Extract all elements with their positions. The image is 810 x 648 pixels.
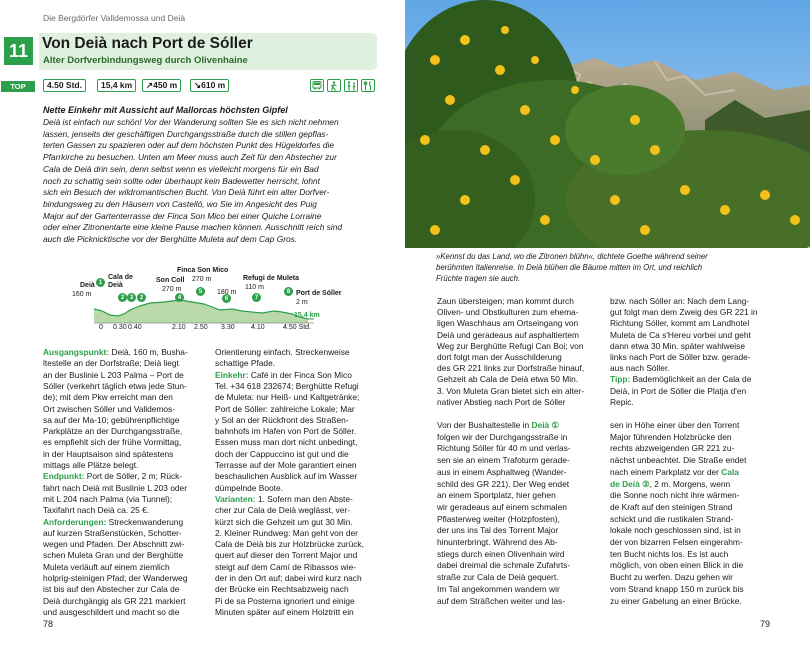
body-line bbox=[610, 515, 733, 523]
variant-line bbox=[437, 364, 584, 372]
highlight-term: Varianten: bbox=[215, 493, 256, 504]
text-segment: beschaulichen Ausblick auf im Wasser bbox=[215, 471, 358, 482]
intro-line: terten Gassen zu spazieren oder auf dem höchsten Punkt des Hügeldorfes die bbox=[43, 140, 334, 151]
text-segment: mittags alle Plätze belegt. bbox=[43, 460, 139, 470]
text-segment: Ort zwischen Sóller und Valldemos- bbox=[43, 403, 176, 414]
duration-stat: 4.50 Std. bbox=[43, 79, 86, 92]
variant-line bbox=[437, 342, 584, 350]
text-segment: schild des GR 221). Der Weg endet bbox=[437, 478, 570, 489]
info-line bbox=[215, 438, 357, 446]
body-line bbox=[437, 573, 559, 581]
profile-marker: 8 bbox=[284, 287, 293, 296]
profile-tick: 2.10 bbox=[172, 324, 186, 331]
text-segment: Port de Sóller, 2 m; Rück- bbox=[84, 471, 183, 482]
body-line bbox=[437, 480, 569, 488]
text-segment: der uns ins Tal des Torrent Major bbox=[437, 525, 559, 536]
text-segment: holprig-steinigen Pfad; der Wanderweg bbox=[43, 573, 188, 583]
profile-tick: 0.40 bbox=[128, 324, 142, 331]
text-segment: bzw. nach Sóller an: Nach dem Lang- bbox=[610, 296, 750, 306]
text-segment: sen in Höhe einer über den Torrent bbox=[610, 420, 740, 430]
text-segment: Pi de sa Posterna ignoriert und einige bbox=[215, 595, 355, 606]
profile-label: Port de Sóller bbox=[296, 290, 342, 297]
text-segment: der von bizarren Felsen eingerahm- bbox=[610, 537, 743, 547]
section-label: Die Bergdörfer Valldemossa und Deià bbox=[43, 13, 186, 23]
text-segment: wir geradeaus auf einem schmalen bbox=[437, 501, 567, 512]
info-line bbox=[215, 551, 357, 559]
text-segment: Streckenwanderung bbox=[106, 516, 184, 527]
intro-line: Deià ist einfach nur schön! Vor der Wanderung sollten Sie es sich nicht nehmen bbox=[43, 117, 339, 127]
body-line bbox=[437, 597, 565, 605]
variant-line bbox=[610, 297, 749, 305]
info-line bbox=[43, 518, 183, 526]
info-line bbox=[215, 348, 350, 356]
body-line bbox=[437, 456, 570, 464]
info-line bbox=[43, 563, 170, 571]
body-line bbox=[610, 421, 739, 429]
profile-label: Son Coll bbox=[156, 277, 185, 284]
text-segment: rechts abzweigenden GR 221 zu- bbox=[610, 443, 735, 454]
text-segment: 1. Sofern man den Abste- bbox=[255, 493, 353, 504]
info-line bbox=[43, 438, 181, 446]
info-line bbox=[43, 416, 179, 424]
profile-elevation: 160 m bbox=[72, 291, 92, 298]
info-line bbox=[215, 461, 357, 469]
body-line bbox=[610, 468, 739, 476]
text-segment: 2. Kleiner Rundweg: Man geht von der bbox=[215, 527, 358, 538]
info-line bbox=[43, 608, 179, 616]
info-line bbox=[43, 540, 185, 548]
highlight-term: Ausgangspunkt: bbox=[43, 347, 110, 357]
text-segment: Tel. +34 618 232674; Berghütte Refugi bbox=[215, 380, 359, 391]
text-segment: vom Strand knapp 150 m zurück bis bbox=[610, 583, 744, 594]
variant-line bbox=[610, 308, 758, 316]
info-line bbox=[215, 371, 352, 379]
intro-line: Major auf der Gartenterrasse der Finca Son Mico bei einer Quiche Lorraine bbox=[43, 210, 322, 221]
text-segment: der in den Ort auf; dabei wird kurz nach bbox=[215, 573, 362, 583]
profile-tick: 0.30 bbox=[113, 324, 127, 331]
profile-total-distance: 15,4 km bbox=[294, 312, 320, 319]
info-line bbox=[215, 427, 356, 435]
text-segment: Minuten später auf einem Holztritt ein bbox=[215, 606, 354, 617]
body-line bbox=[437, 585, 560, 593]
text-segment: Pflasterweg weiter (Holzpfosten), bbox=[437, 513, 560, 524]
text-segment: auf dem Sträßchen weiter und las- bbox=[437, 595, 566, 606]
text-segment: an der Buslinie L 203 Palma – Port de bbox=[43, 369, 184, 380]
text-segment: zu einer Gabelung an einer Brücke. bbox=[610, 595, 742, 606]
text-segment: der Brücke ein Rechtsabzweig nach bbox=[215, 584, 349, 595]
info-line bbox=[215, 529, 358, 537]
body-line bbox=[437, 550, 565, 558]
profile-tick: 0 bbox=[99, 324, 103, 331]
hiker-icon bbox=[327, 79, 341, 92]
profile-elevation: 270 m bbox=[192, 276, 212, 283]
info-line bbox=[215, 416, 349, 424]
info-line bbox=[215, 450, 349, 458]
page-number-right: 79 bbox=[760, 619, 771, 629]
info-line bbox=[215, 382, 359, 390]
text-segment: schen Muleta Gran und der Berghütte bbox=[43, 550, 184, 561]
info-line bbox=[43, 371, 184, 379]
distance-stat: 15,4 km bbox=[97, 79, 136, 92]
photo-caption-line: berühmten Italienreise. In Deià blühen die Bäume mitten im Ort, und reichlich bbox=[436, 263, 703, 272]
body-line bbox=[610, 456, 746, 464]
profile-elevation: 270 m bbox=[162, 286, 182, 293]
profile-label: Finca Son Mico bbox=[177, 267, 229, 274]
intro-line: Pfarrkirche zu besuchen. Unten am Meer muss auch Zeit für den Abstecher zur bbox=[43, 152, 337, 163]
info-line bbox=[215, 563, 356, 571]
body-line bbox=[437, 515, 560, 523]
body-line bbox=[437, 503, 567, 511]
info-line bbox=[215, 597, 355, 605]
info-line bbox=[215, 472, 357, 480]
text-segment: Gehzeit ab Cala de Deià etwa 50 Min. bbox=[437, 374, 579, 385]
profile-marker: 7 bbox=[252, 293, 261, 302]
text-segment: schattige Pfade. bbox=[215, 358, 276, 369]
text-segment: lokale noch geschlossen sind, ist in bbox=[610, 525, 741, 536]
text-segment: Port de Sóller: zahlreiche Lokale; Mar bbox=[215, 403, 355, 414]
text-segment: Parkplätze an der Durchgangsstraße, bbox=[43, 426, 183, 437]
text-segment: des GR 221 links zur Dorfstraße hinauf, bbox=[437, 363, 585, 374]
photo-caption-line: Früchte tragen sie auch. bbox=[436, 274, 521, 283]
family-icon bbox=[344, 79, 358, 92]
text-segment: Bademöglichkeit an der Cala de bbox=[630, 374, 752, 385]
info-line bbox=[215, 484, 283, 492]
text-segment: links nach Port de Sóller bzw. gerade- bbox=[610, 352, 751, 362]
text-segment: Zaun übersteigen; man kommt durch bbox=[437, 296, 574, 306]
body-line bbox=[437, 444, 571, 452]
info-line bbox=[215, 608, 354, 616]
profile-label: Refugi de Muleta bbox=[243, 275, 300, 282]
profile-marker: 5 bbox=[196, 287, 205, 296]
info-line bbox=[43, 393, 173, 401]
profile-tick: 4.10 bbox=[251, 324, 265, 331]
text-segment: Im Tal angekommen wandern wir bbox=[437, 583, 560, 594]
body-line bbox=[610, 491, 739, 499]
variant-line bbox=[437, 375, 578, 383]
text-segment: cher zur Cala de Deià weglässt, ver- bbox=[215, 505, 350, 516]
text-segment: nächst unbeachtet. Die Straße endet bbox=[610, 455, 747, 466]
restaurant-icon bbox=[361, 79, 375, 92]
text-segment: dort folgt man der Ausschilderung bbox=[437, 352, 562, 362]
info-line bbox=[43, 484, 187, 492]
text-segment: Terrasse auf der Mole garantiert einen bbox=[215, 460, 357, 470]
text-segment: Deià und geradeaus auf asphaltiertem bbox=[437, 329, 580, 340]
lemon-tree-photo bbox=[405, 0, 810, 248]
text-segment: Oliven- und Obstkulturen zum ehema- bbox=[437, 307, 579, 318]
body-line bbox=[610, 550, 728, 558]
text-segment: Café in der Finca Son Mico bbox=[248, 369, 352, 380]
text-segment: an einem Sportplatz, hier gehen bbox=[437, 490, 556, 501]
body-line bbox=[610, 585, 744, 593]
profile-marker: 6 bbox=[222, 294, 231, 303]
intro-line: bindungsweg zu den Häusern von Castelló, wo Sie im Angesicht des Puig bbox=[43, 198, 317, 209]
top-badge: TOP bbox=[1, 81, 35, 92]
info-line bbox=[43, 382, 187, 390]
intro-line: Cala de Deià drin sein, denn selbst wenn es vielleicht morgens für ein Bad bbox=[43, 163, 319, 174]
body-line bbox=[610, 561, 743, 569]
info-line bbox=[215, 495, 353, 503]
text-segment: bahnhofs im Hafen von Port de Sóller. bbox=[215, 426, 357, 437]
info-line bbox=[215, 359, 275, 367]
info-line bbox=[43, 405, 175, 413]
info-line bbox=[43, 597, 185, 605]
body-line bbox=[610, 444, 734, 452]
profile-marker: 1 bbox=[96, 278, 105, 287]
body-line bbox=[437, 526, 558, 534]
text-segment: straße zur Cala de Deià gequert. bbox=[437, 572, 559, 583]
intro-line: noch zu schattig sein sollte oder überhaupt kein Badewetter herrscht, lohnt bbox=[43, 175, 321, 186]
variant-line bbox=[437, 353, 562, 361]
variant-line bbox=[437, 331, 579, 339]
text-segment: Repic. bbox=[610, 396, 634, 407]
body-line bbox=[437, 491, 556, 499]
text-segment: 3. Von Muleta Gran bietet sich ein alter- bbox=[437, 385, 585, 396]
text-segment: kürzt sich die Gehzeit um gut 30 Min. bbox=[215, 516, 353, 527]
text-segment: Bucht zu werfen. Dazu gehen wir bbox=[610, 572, 733, 583]
profile-tick: 3.30 bbox=[221, 324, 235, 331]
text-segment: ten Bucht nichts los. Es ist auch bbox=[610, 548, 729, 559]
tour-number-badge: 11 bbox=[4, 37, 33, 65]
highlight-term: Anforderungen: bbox=[43, 516, 107, 527]
text-segment: Deià durchgängig als GR 221 markiert bbox=[43, 595, 186, 606]
body-line bbox=[610, 480, 730, 488]
text-segment: Richtung Sóller für 40 m und verlas- bbox=[437, 443, 571, 454]
text-segment: ltestelle an der Dorfstraße; Deià liegt bbox=[43, 358, 179, 369]
body-line bbox=[610, 597, 742, 605]
text-segment: Richtung Sóller, kommt am Landhotel bbox=[610, 318, 750, 329]
info-line bbox=[43, 461, 138, 469]
text-segment: nativer Abstieg nach Port de Sóller bbox=[437, 396, 566, 407]
text-segment: die Sonne noch nicht ihre wärmen- bbox=[610, 490, 740, 501]
body-line bbox=[437, 468, 567, 476]
info-line bbox=[43, 427, 182, 435]
body-line bbox=[610, 573, 733, 581]
highlight-term: Tipp: bbox=[610, 374, 631, 385]
text-segment: Weg zur Berghütte Refugi Can Boi; von bbox=[437, 340, 584, 351]
info-line bbox=[43, 450, 173, 458]
text-segment: folgen wir der Durchgangsstraße in bbox=[437, 431, 568, 442]
info-line bbox=[43, 348, 188, 356]
body-line bbox=[610, 503, 732, 511]
body-line bbox=[610, 538, 743, 546]
profile-elevation: 180 m bbox=[217, 289, 237, 296]
variant-line bbox=[610, 364, 670, 372]
info-line bbox=[215, 585, 349, 593]
text-segment: auf kurzen Straßenstücken, Schotter- bbox=[43, 527, 182, 538]
variant-line bbox=[610, 319, 749, 327]
intro-line: lassen, jenseits der geschäftigen Durchgangsstraße durch die stillen gepflas- bbox=[43, 128, 329, 139]
text-segment: aus in einem Asphaltweg (Wander- bbox=[437, 466, 567, 477]
info-line bbox=[215, 574, 362, 582]
text-segment: y Sol an der Rückfront des Straßen- bbox=[215, 414, 349, 425]
profile-elevation: 110 m bbox=[245, 284, 264, 291]
text-segment: nach einem Parkplatz vor der bbox=[610, 466, 722, 477]
highlight-term: Endpunkt: bbox=[43, 471, 85, 482]
profile-tick: 4.50 Std. bbox=[283, 324, 312, 331]
text-segment: Sóller (verkehrt täglich etwa jede Stun- bbox=[43, 380, 187, 391]
text-segment: Muleta de Ca s'Hereu vorbei und geht bbox=[610, 329, 751, 340]
text-segment: es empfiehlt sich der frühe Vormittag, bbox=[43, 437, 182, 448]
text-segment: hinunterbringt. Während des Ab- bbox=[437, 537, 558, 547]
info-line bbox=[43, 359, 179, 367]
bus-icon bbox=[310, 79, 324, 92]
info-line bbox=[43, 551, 183, 559]
text-segment: dann etwa 30 Min. später wahlweise bbox=[610, 340, 746, 351]
elevation-profile bbox=[42, 265, 382, 337]
variant-line bbox=[610, 398, 634, 406]
info-line bbox=[43, 495, 172, 503]
info-line bbox=[215, 540, 364, 548]
text-segment: und ausgeschildert und macht so die bbox=[43, 606, 180, 617]
text-segment: sen sie an einem Trafoturm gerade- bbox=[437, 455, 570, 466]
info-line bbox=[215, 393, 359, 401]
body-line bbox=[610, 433, 732, 441]
body-line bbox=[437, 433, 567, 441]
body-line bbox=[437, 538, 558, 546]
descent-stat: ↘610 m bbox=[190, 79, 229, 92]
text-segment: , 2 m. Morgens, wenn bbox=[649, 478, 731, 489]
intro-line: auch die Picknicktische vor der Berghütte Muleta auf dem Cap Gros. bbox=[43, 234, 298, 244]
text-segment: in der Hauptsaison sind spätestens bbox=[43, 448, 174, 459]
text-segment: de Kraft auf den steinigen Strand bbox=[610, 501, 733, 512]
text-segment: aus nach Sóller. bbox=[610, 363, 670, 374]
profile-label: Cala de Deià bbox=[108, 274, 133, 290]
variant-line bbox=[437, 308, 579, 316]
variant-line bbox=[610, 331, 751, 339]
text-segment: ist bis auf den Abstecher zur Cala de bbox=[43, 584, 180, 595]
profile-label: Deià bbox=[80, 282, 95, 289]
variant-line bbox=[437, 319, 578, 327]
text-segment: fahrt nach Deià mit Buslinie L 203 oder bbox=[43, 482, 188, 493]
text-segment: ligen Waschhaus am Ortseingang von bbox=[437, 318, 579, 329]
variant-line bbox=[610, 387, 746, 395]
info-line bbox=[215, 518, 353, 526]
intro-heading: Nette Einkehr mit Aussicht auf Mallorcas höchsten Gipfel bbox=[43, 105, 288, 115]
profile-marker: 4 bbox=[175, 293, 184, 302]
variant-line bbox=[437, 398, 566, 406]
highlight-term: Cala bbox=[721, 466, 739, 477]
text-segment: Orientierung einfach. Streckenweise bbox=[215, 347, 350, 357]
intro-line: sich ein Besuch der wildromantischen Bucht. Von Deià führt ein alter Dorfver- bbox=[43, 187, 330, 198]
text-segment: de); mit dem Pkw erreicht man den bbox=[43, 392, 173, 403]
profile-marker: 2 bbox=[137, 293, 146, 302]
page-subtitle: Alter Dorfverbindungsweg durch Olivenhaine bbox=[43, 55, 248, 66]
info-line bbox=[43, 472, 182, 480]
variant-line bbox=[437, 387, 584, 395]
body-line bbox=[610, 526, 741, 534]
text-segment: stiegs durch einen Olivenhain wird bbox=[437, 548, 565, 559]
body-line bbox=[437, 561, 570, 569]
page-title: Von Deià nach Port de Sóller bbox=[42, 35, 253, 52]
info-line bbox=[43, 529, 182, 537]
text-segment: schickt und die rustikalen Strand- bbox=[610, 513, 734, 524]
text-segment: dabei dreimal die schmale Zufahrts- bbox=[437, 560, 571, 571]
text-segment: quert auf dieser den Torrent Major und bbox=[215, 550, 358, 561]
info-line bbox=[215, 506, 350, 514]
variant-line bbox=[610, 375, 751, 383]
info-line bbox=[215, 405, 355, 413]
variant-line bbox=[437, 297, 574, 305]
highlight-term: Einkehr: bbox=[215, 369, 249, 380]
text-segment: Cala de Deià bis zur Holzbrücke zurück, bbox=[215, 539, 364, 550]
variant-line bbox=[610, 353, 751, 361]
text-segment: Deià, in Port de Sóller die Platja d'en bbox=[610, 385, 747, 396]
info-line bbox=[43, 574, 187, 582]
profile-marker: 3 bbox=[127, 293, 136, 302]
text-segment: dümpelnde Boote. bbox=[215, 482, 283, 493]
text-segment: möglich, von oben einen Blick in die bbox=[610, 560, 744, 571]
body-line bbox=[437, 421, 559, 429]
page-number-left: 78 bbox=[43, 619, 54, 629]
text-segment: Muleta verläuft auf einem ziemlich bbox=[43, 561, 170, 572]
info-line bbox=[43, 585, 179, 593]
text-segment: Taxifahrt nach Deià ca. 25 €. bbox=[43, 505, 150, 516]
text-segment: wegen und Pfaden. Der Abschnitt zwi- bbox=[43, 539, 185, 550]
text-segment: Major führenden Holzbrücke den bbox=[610, 431, 732, 442]
text-segment: Von der Bushaltestelle in bbox=[437, 420, 532, 430]
text-segment: Deià, 160 m, Busha- bbox=[109, 347, 188, 357]
intro-line: oder einer Zitronentarte eine kleine Pause machen können. Ausschnitt reich sind bbox=[43, 222, 343, 233]
text-segment: Essen muss man dort nicht unbedingt, bbox=[215, 437, 358, 448]
profile-tick: 2.50 bbox=[194, 324, 208, 331]
profile-elevation: 2 m bbox=[296, 299, 308, 306]
text-segment: sa auf der Ma-10; gebührenpflichtige bbox=[43, 414, 180, 425]
text-segment: steigt auf dem Camí de Ribassos wie- bbox=[215, 561, 357, 572]
profile-marker: 2 bbox=[118, 293, 127, 302]
highlight-term: de Deià ② bbox=[610, 478, 650, 489]
photo-caption-line: »Kennst du das Land, wo die Zitronen blühn«, dichtete Goethe während seiner bbox=[436, 252, 708, 261]
text-segment: gut folgt man dem Zweig des GR 221 in bbox=[610, 307, 758, 318]
ascent-stat: ↗450 m bbox=[142, 79, 181, 92]
variant-line bbox=[610, 342, 745, 350]
highlight-term: Deià ① bbox=[531, 420, 560, 430]
text-segment: mit L 204 nach Palma (via Tunnel); bbox=[43, 493, 173, 504]
info-line bbox=[43, 506, 149, 514]
text-segment: doch der Cappuccino ist gut und die bbox=[215, 448, 349, 459]
text-segment: de Muleta: nur Heiß- und Kaltgetränke; bbox=[215, 392, 360, 403]
